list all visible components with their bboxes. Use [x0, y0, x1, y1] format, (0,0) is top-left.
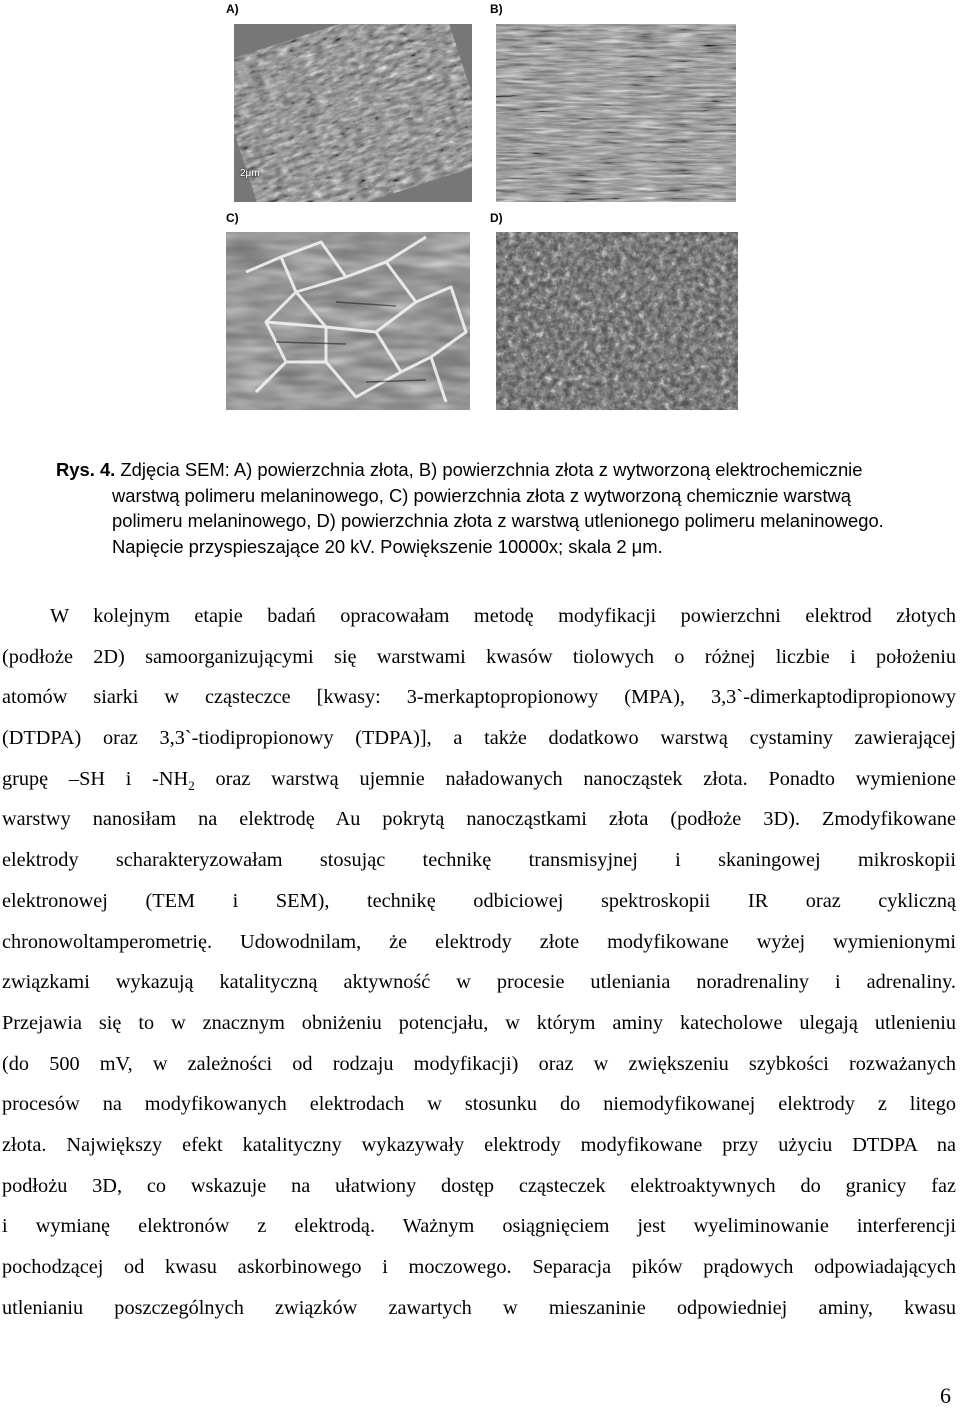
subscript: 2 [188, 777, 195, 793]
body-line: pochodzącej od kwasu askorbinowego i moczowego. Separacja pików prądowych odpowiadających [2, 1256, 956, 1278]
sem-image-c [226, 232, 470, 410]
body-line: utlenianiu poszczególnych związków zawartych w mieszaninie odpowiedniej aminy, kwasu [2, 1296, 956, 1319]
caption-line-1 [56, 457, 960, 483]
body-line: i wymianę elektronów z elektrodą. Ważnym osiągnięciem jest wyeliminowanie interferencji [2, 1215, 956, 1238]
body-line: związkami wykazują katalityczną aktywność w procesie utleniania noradrenaliny i adrenaliny. [2, 971, 956, 994]
body-line: atomów siarki w cząsteczce [kwasy: 3-merkaptopropionowy (MPA), 3,3`-dimerkaptodipropionowy [2, 686, 956, 709]
sem-image-d [496, 232, 738, 410]
sem-image-a [234, 24, 472, 202]
body-line: (DTDPA) oraz 3,3`-tiodipropionowy (TDPA)], a także dodatkowo warstwą cystaminy zawierającej [2, 727, 956, 750]
panel-label-a: A) [226, 2, 239, 16]
caption-line-3: polimeru melaninowego, D) powierzchnia złota z warstwą utlenionego polimeru melaninowego. [112, 510, 884, 531]
panel-label-d: D) [490, 211, 503, 225]
body-line: procesów na modyfikowanych elektrodach w stosunku do niemodyfikowanej elektrody z litego [2, 1093, 956, 1116]
body-text-fragment: grupę –SH i -NH [2, 767, 189, 790]
body-paragraph [2, 596, 956, 1328]
body-line: warstwy nanosiłam na elektrodę Au pokrytą nanocząstkami złota (podłoże 3D). Zmodyfikowane [2, 808, 956, 831]
scale-bar-label: 2μm [240, 168, 260, 179]
figure-number: Rys. 4. [56, 459, 116, 480]
body-line: (podłoże 2D) samoorganizującymi się warstwami kwasów tiolowych o różnej liczbie i położeniu [2, 645, 956, 668]
body-line: W kolejnym etapie badań opracowałam metodę modyfikacji powierzchni elektrod złotych [50, 605, 956, 627]
body-text-fragment: oraz warstwą ujemnie naładowanych nanocząstek złota. Ponadto wymienione [194, 767, 956, 790]
body-line: chronowoltamperometrię. Udowodnilam, że elektrody złote modyfikowane wyżej wymienionymi [2, 930, 956, 953]
panel-label-c: C) [226, 211, 239, 225]
body-line: Przejawia się to w znacznym obniżeniu potencjału, w którym aminy katecholowe ulegają utlenieniu [2, 1011, 956, 1034]
sem-image-b [496, 24, 736, 202]
figure-caption [56, 457, 960, 559]
panel-label-b: B) [490, 2, 503, 16]
body-line [2, 759, 956, 800]
body-line: elektrody scharakteryzowałam stosując technikę transmisyjnej i skaningowej mikroskopii [2, 849, 956, 872]
body-line: elektronowej (TEM i SEM), technikę odbiciowej spektroskopii IR oraz cykliczną [2, 889, 956, 912]
caption-line-4: Napięcie przyspieszające 20 kV. Powiększenie 10000x; skala 2 μm. [112, 535, 663, 557]
body-line: podłożu 3D, co wskazuje na ułatwiony dostęp cząsteczek elektroaktywnych do granicy faz [2, 1174, 956, 1197]
caption-line-2: warstwą polimeru melaninowego, C) powierzchnia złota z wytworzoną chemicznie warstwą [112, 484, 851, 506]
caption-text: Zdjęcia SEM: A) powierzchnia złota, B) powierzchnia złota z wytworzoną elektrochemicznie [120, 459, 863, 480]
page-number: 6 [940, 1383, 951, 1408]
body-line: (do 500 mV, w zależności od rodzaju modyfikacji) oraz w zwiększeniu szybkości rozważanych [2, 1052, 956, 1075]
body-line: złota. Największy efekt katalityczny wykazywały elektrody modyfikowane przy użyciu DTDPA na [2, 1133, 956, 1156]
